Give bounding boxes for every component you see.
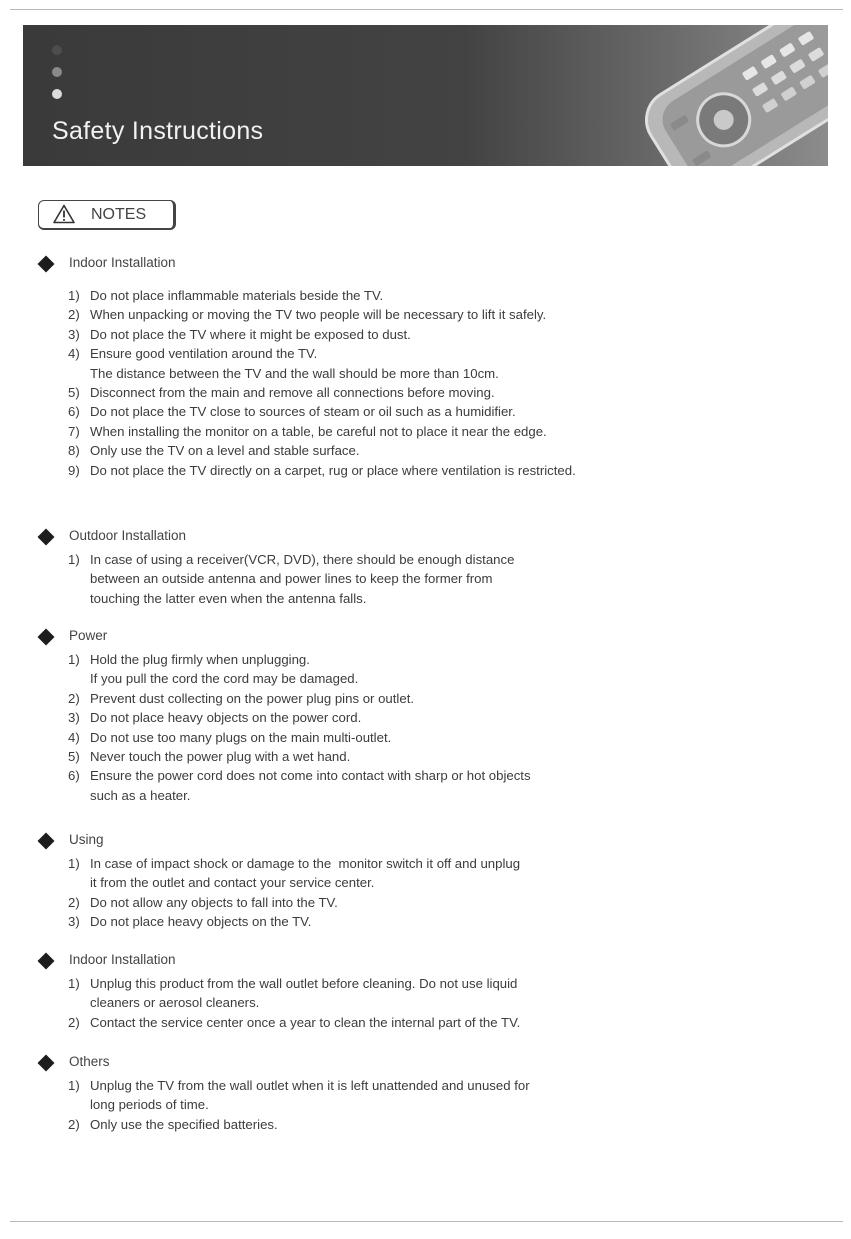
section-heading — [38, 1054, 798, 1076]
banner-dot — [52, 89, 62, 99]
diamond-bullet-icon — [38, 1055, 55, 1072]
list-item: 6) Do not place the TV close to sources of steam or oil such as a humidifier. — [68, 404, 516, 420]
list-item: 1) Do not place inflammable materials beside the TV. — [68, 288, 384, 303]
list-item: 1) In case of impact shock or damage to the monitor switch it off and unplug it from the outlet and contact your service center. — [68, 856, 521, 891]
instruction-list — [38, 286, 798, 480]
list-item: 9) Do not place the TV directly on a carpet, rug or place where ventilation is restricted. — [68, 462, 576, 478]
section-indoor-installation — [38, 255, 798, 480]
section-title: Power — [69, 628, 108, 643]
list-item: 2) Prevent dust collecting on the power plug pins or outlet. — [68, 690, 415, 706]
section-title: Outdoor Installation — [69, 528, 187, 543]
section-title: Others — [69, 1054, 110, 1069]
list-item: 2) Only use the specified batteries. — [68, 1116, 278, 1132]
section-title: Using — [69, 832, 104, 847]
list-item: 5) Never touch the power plug with a wet hand. — [68, 749, 351, 765]
section-heading — [38, 528, 798, 550]
instruction-list — [38, 854, 798, 932]
section-title: Indoor Installation — [69, 255, 176, 270]
list-item: 6) Ensure the power cord does not come into contact with sharp or hot objects such as a heater. — [68, 768, 531, 803]
page-title: Safety Instructions — [52, 117, 264, 145]
instruction-list — [38, 1076, 798, 1134]
list-item: 8) Only use the TV on a level and stable surface. — [68, 443, 360, 459]
section-heading — [38, 628, 798, 650]
diamond-bullet-icon — [38, 529, 55, 546]
section-cleaning — [38, 952, 798, 1032]
section-power — [38, 628, 798, 805]
diamond-bullet-icon — [38, 953, 55, 970]
notes-label: NOTES — [91, 206, 147, 223]
list-item: 1) Unplug this product from the wall outlet before cleaning. Do not use liquid cleaners or aerosol cleaners. — [68, 976, 518, 1011]
section-others — [38, 1054, 798, 1134]
bottom-divider — [10, 1221, 843, 1222]
banner-dot — [52, 67, 62, 77]
instruction-list — [38, 650, 798, 805]
list-item: 3) Do not place the TV where it might be exposed to dust. — [68, 326, 411, 342]
warning-icon — [53, 204, 75, 224]
header-banner — [23, 25, 828, 166]
list-item: 4) Ensure good ventilation around the TV. The distance between the TV and the wall should be more than 10cm. — [68, 346, 499, 381]
list-item: 5) Disconnect from the main and remove all connections before moving. — [68, 385, 495, 401]
section-heading — [38, 952, 798, 974]
list-item: 3) Do not place heavy objects on the power cord. — [68, 710, 362, 726]
list-item: 2) Contact the service center once a year to clean the internal part of the TV. — [68, 1014, 521, 1030]
instruction-list — [38, 974, 798, 1032]
list-item: 2) Do not allow any objects to fall into the TV. — [68, 894, 338, 910]
list-item: 1) Unplug the TV from the wall outlet when it is left unattended and unused for long periods of time. — [68, 1078, 530, 1113]
list-item: 1) In case of using a receiver(VCR, DVD), there should be enough distance between an outside antenna and power lines to keep the former from touching the latter even when the antenna falls. — [68, 552, 515, 606]
list-item: 4) Do not use too many plugs on the main multi-outlet. — [68, 729, 392, 745]
instruction-list — [38, 550, 798, 608]
section-using — [38, 832, 798, 932]
section-heading — [38, 255, 798, 277]
diamond-bullet-icon — [38, 833, 55, 850]
remote-control-image — [608, 25, 828, 166]
list-item: 3) Do not place heavy objects on the TV. — [68, 914, 312, 930]
section-outdoor-installation — [38, 528, 798, 608]
list-item: 7) When installing the monitor on a table, be careful not to place it near the edge. — [68, 423, 547, 439]
notes-box — [38, 200, 176, 230]
diamond-bullet-icon — [38, 256, 55, 273]
list-item: 1) Hold the plug firmly when unplugging. If you pull the cord the cord may be damaged. — [68, 652, 359, 687]
list-item: 2) When unpacking or moving the TV two people will be necessary to lift it safely. — [68, 307, 547, 323]
diamond-bullet-icon — [38, 629, 55, 646]
section-heading — [38, 832, 798, 854]
banner-dot — [52, 45, 62, 55]
top-divider — [10, 9, 843, 10]
section-title: Indoor Installation — [69, 952, 176, 967]
